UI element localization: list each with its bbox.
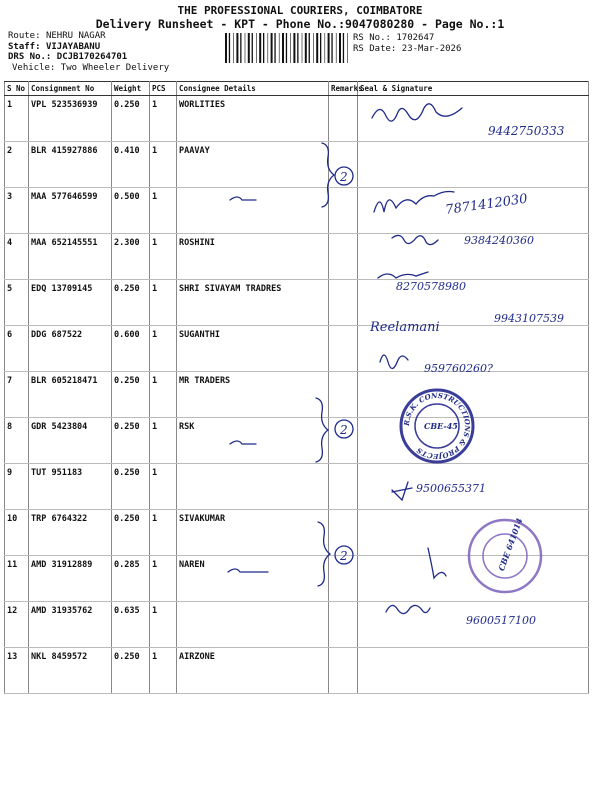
table-row	[5, 142, 589, 188]
barcode-bar	[290, 33, 291, 63]
cell-remarks	[329, 326, 358, 372]
cell-pcs: 1	[150, 188, 177, 234]
cell-consignment: TRP 6764322	[29, 510, 112, 556]
staff-value: VIJAYABANU	[45, 41, 101, 52]
name-row-6: Reelamani	[370, 320, 440, 335]
cell-seal	[358, 418, 589, 464]
rs-date-line	[353, 44, 461, 55]
barcode-bar	[263, 33, 264, 63]
barcode-bar	[233, 33, 234, 63]
cell-remarks	[329, 464, 358, 510]
rs-date-value: 23-Mar-2026	[401, 43, 462, 54]
cell-consignment: MAA 577646599	[29, 188, 112, 234]
cell-pcs: 1	[150, 464, 177, 510]
cell-pcs: 1	[150, 280, 177, 326]
cell-consignee: MR TRADERS	[177, 372, 329, 418]
staff-label: Staff:	[8, 41, 41, 52]
cell-sno: 8	[5, 418, 29, 464]
cell-consignee: RSK	[177, 418, 329, 464]
table-row	[5, 510, 589, 556]
cell-consignment: BLR 415927886	[29, 142, 112, 188]
phone-row-10: 9500655371	[416, 482, 486, 495]
cell-consignee: ROSHINI	[177, 234, 329, 280]
cell-seal	[358, 326, 589, 372]
phone-row-4: 9384240360	[464, 234, 534, 247]
barcode-bar	[293, 33, 295, 63]
col-consignment: Consignment No	[29, 82, 112, 96]
table-row	[5, 326, 589, 372]
cell-pcs: 1	[150, 602, 177, 648]
route-label: Route:	[8, 31, 41, 41]
cell-consignee: SUGANTHI	[177, 326, 329, 372]
cell-weight: 0.250	[112, 418, 150, 464]
cell-consignee	[177, 188, 329, 234]
cell-pcs: 1	[150, 372, 177, 418]
cell-consignment: AMD 31912889	[29, 556, 112, 602]
cell-consignee: NAREN	[177, 556, 329, 602]
cell-remarks	[329, 602, 358, 648]
cell-seal	[358, 602, 589, 648]
cell-seal	[358, 464, 589, 510]
cell-seal	[358, 510, 589, 556]
runsheet-table	[4, 81, 589, 694]
cell-sno: 6	[5, 326, 29, 372]
runsheet-meta-right	[353, 33, 461, 54]
cell-consignee: SIVAKUMAR	[177, 510, 329, 556]
runsheet-meta-left	[8, 31, 169, 73]
barcode-bar	[268, 33, 269, 63]
cell-consignment: EDQ 13709145	[29, 280, 112, 326]
cell-pcs: 1	[150, 234, 177, 280]
barcode-bar	[252, 33, 253, 63]
barcode-bar	[328, 33, 330, 63]
barcode-bar	[297, 33, 298, 63]
count-b: 2	[340, 423, 348, 437]
barcode-bar	[336, 33, 337, 63]
rs-date-label: RS Date:	[353, 43, 397, 54]
vehicle-label: Vehicle:	[12, 62, 56, 73]
count-a: 2	[340, 170, 348, 184]
staff-line	[8, 42, 169, 53]
barcode-bar	[305, 33, 307, 63]
cell-consignment: GDR 5423804	[29, 418, 112, 464]
cell-seal	[358, 142, 589, 188]
cell-remarks	[329, 418, 358, 464]
cell-consignee: AIRZONE	[177, 648, 329, 694]
cell-sno: 1	[5, 96, 29, 142]
barcode-bar	[240, 33, 241, 63]
cell-seal	[358, 280, 589, 326]
cell-consignment: AMD 31935762	[29, 602, 112, 648]
cell-consignee: PAAVAY	[177, 142, 329, 188]
cell-consignment: TUT 951183	[29, 464, 112, 510]
phone-row-7: 959760260?	[424, 362, 493, 375]
cell-seal	[358, 556, 589, 602]
rsk-stamp-center-text: CBE-45	[424, 421, 458, 431]
rs-no-label: RS No.:	[353, 33, 391, 43]
cell-sno: 3	[5, 188, 29, 234]
barcode-bar	[339, 33, 341, 63]
cell-pcs: 1	[150, 142, 177, 188]
cell-sno: 11	[5, 556, 29, 602]
cell-seal	[358, 372, 589, 418]
vehicle-value: Two Wheeler Delivery	[60, 62, 170, 73]
cell-remarks	[329, 280, 358, 326]
cell-weight: 0.410	[112, 142, 150, 188]
barcode-bar	[248, 33, 250, 63]
cell-consignee	[177, 602, 329, 648]
barcode-bar	[274, 33, 275, 63]
cell-weight: 2.300	[112, 234, 150, 280]
barcode-bar	[225, 33, 227, 63]
drs-line	[8, 52, 169, 63]
cell-weight: 0.250	[112, 372, 150, 418]
barcode	[225, 33, 350, 63]
cell-consignment: MAA 652145551	[29, 234, 112, 280]
barcode-bar	[347, 33, 348, 63]
vehicle-line	[8, 63, 169, 74]
col-consignee: Consignee Details	[177, 82, 329, 96]
barcode-bar	[229, 33, 230, 63]
cell-weight: 0.250	[112, 464, 150, 510]
table-row	[5, 556, 589, 602]
phone-row-3: 7871412030	[444, 191, 529, 218]
cell-remarks	[329, 234, 358, 280]
table-row	[5, 418, 589, 464]
cell-pcs: 1	[150, 96, 177, 142]
count-c: 2	[340, 549, 348, 563]
drs-value: DCJB170264701	[56, 52, 128, 62]
drs-label: DRS No.:	[8, 52, 52, 62]
cell-weight: 0.250	[112, 648, 150, 694]
barcode-bar	[302, 33, 303, 63]
cell-sno: 9	[5, 464, 29, 510]
barcode-bar	[245, 33, 246, 63]
cell-remarks	[329, 510, 358, 556]
col-seal: Seal & Signature	[358, 82, 589, 96]
cell-seal	[358, 234, 589, 280]
table-row	[5, 280, 589, 326]
barcode-bar	[325, 33, 326, 63]
cell-weight: 0.250	[112, 96, 150, 142]
cell-seal	[358, 188, 589, 234]
cell-sno: 5	[5, 280, 29, 326]
cell-remarks	[329, 142, 358, 188]
rs-no-value: 1702647	[396, 33, 435, 43]
cell-sno: 13	[5, 648, 29, 694]
cell-consignee	[177, 464, 329, 510]
cell-sno: 12	[5, 602, 29, 648]
col-weight: Weight	[112, 82, 150, 96]
cell-consignment: DDG 687522	[29, 326, 112, 372]
barcode-bar	[236, 33, 238, 63]
cell-weight: 0.250	[112, 280, 150, 326]
cell-consignee: SHRI SIVAYAM TRADRES	[177, 280, 329, 326]
table-row	[5, 96, 589, 142]
rs-no-line	[353, 33, 461, 44]
cell-consignment: VPL 523536939	[29, 96, 112, 142]
cell-weight: 0.500	[112, 188, 150, 234]
cell-weight: 0.250	[112, 510, 150, 556]
cell-remarks	[329, 556, 358, 602]
cell-remarks	[329, 96, 358, 142]
cell-sno: 2	[5, 142, 29, 188]
barcode-bar	[256, 33, 257, 63]
rsk-stamp-ring-text: R.S.K. CONSTRUCTIONS & PROJECTS	[401, 390, 473, 462]
col-remarks: Remarks	[329, 82, 358, 96]
route-line	[8, 31, 169, 42]
cell-consignment: BLR 605218471	[29, 372, 112, 418]
barcode-bar	[331, 33, 332, 63]
cell-weight: 0.285	[112, 556, 150, 602]
cell-remarks	[329, 648, 358, 694]
company-title: THE PROFESSIONAL COURIERS, COIMBATORE	[177, 4, 423, 17]
cell-pcs: 1	[150, 326, 177, 372]
cell-consignment: NKL 8459572	[29, 648, 112, 694]
cell-pcs: 1	[150, 510, 177, 556]
table-row	[5, 372, 589, 418]
cell-weight: 0.600	[112, 326, 150, 372]
table-row	[5, 464, 589, 510]
barcode-bar	[309, 33, 310, 63]
barcode-bar	[279, 33, 280, 63]
barcode-bar	[271, 33, 273, 63]
route-value: NEHRU NAGAR	[45, 31, 106, 41]
barcode-bar	[320, 33, 321, 63]
cell-remarks	[329, 372, 358, 418]
cell-pcs: 1	[150, 556, 177, 602]
table-row	[5, 234, 589, 280]
table-row	[5, 602, 589, 648]
cbe-stamp-center-text: CBE 641014	[496, 516, 525, 573]
cell-seal	[358, 648, 589, 694]
cell-consignee: WORLITIES	[177, 96, 329, 142]
cell-pcs: 1	[150, 648, 177, 694]
runsheet-subtitle: Delivery Runsheet - KPT - Phone No.:9047080280 - Page No.:1	[95, 17, 505, 31]
cell-sno: 4	[5, 234, 29, 280]
table-header-row	[5, 82, 589, 96]
phone-row-13: 9600517100	[466, 614, 536, 627]
barcode-bar	[282, 33, 284, 63]
table-row	[5, 648, 589, 694]
cell-pcs: 1	[150, 418, 177, 464]
cell-seal	[358, 96, 589, 142]
cell-weight: 0.635	[112, 602, 150, 648]
barcode-bar	[316, 33, 318, 63]
col-sno: S No	[5, 82, 29, 96]
phone-row-5: 8270578980	[396, 280, 466, 293]
cell-sno: 7	[5, 372, 29, 418]
barcode-bar	[259, 33, 261, 63]
table-row	[5, 188, 589, 234]
phone-row-6: 9943107539	[494, 312, 564, 325]
cell-sno: 10	[5, 510, 29, 556]
barcode-bar	[313, 33, 314, 63]
barcode-bar	[343, 33, 344, 63]
cell-remarks	[329, 188, 358, 234]
barcode-bar	[286, 33, 287, 63]
col-pcs: PCS	[150, 82, 177, 96]
phone-row-1: 9442750333	[488, 124, 565, 138]
